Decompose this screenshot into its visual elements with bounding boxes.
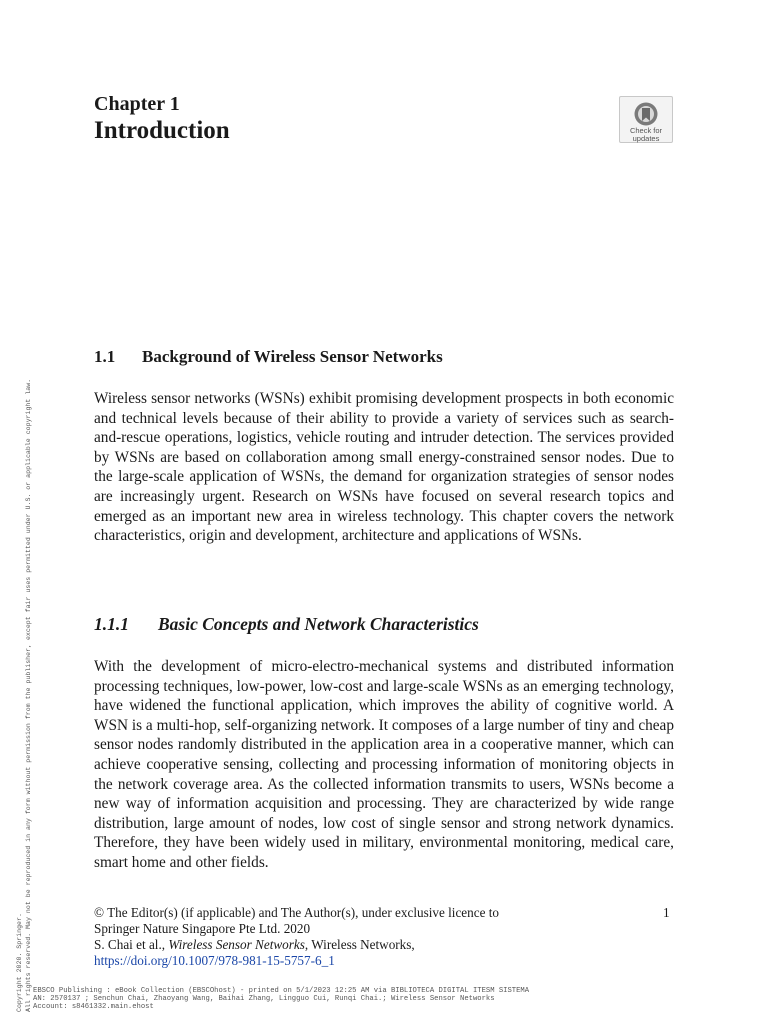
badge-label: Check for updates — [629, 126, 663, 143]
citation-suffix: , Wireless Networks, — [304, 937, 415, 952]
chapter-title: Introduction — [94, 117, 230, 144]
ebsco-print-notice — [33, 987, 529, 1011]
subsection-title: Basic Concepts and Network Characteristics — [158, 614, 479, 634]
footnote-publisher: Springer Nature Singapore Pte Ltd. 2020 — [94, 921, 311, 936]
subsection-paragraph: With the development of micro-electro-mechanical systems and distributed information processing techniques, low-power, low-cost and large-scale WSNs as an emerging technology, have widened the functional application, which improves the ability of cognitive world. A WSN is a multi-hop, self-organizing network. It composes of a large number of tiny and cheap sensor nodes randomly distributed in the application area in a cooperative manner, which can achieve cooperative sensing, collecting and processing information of monitoring objects in the network coverage area. As the collected information transmits to users, WSNs become a new way of information acquisition and processing. They are characterized by wide range distribution, large amount of nodes, low cost of single sensor and strong network dynamics. Therefore, they have been widely used in military, environmental monitoring, medical care, smart home and other fields. — [94, 658, 674, 871]
page-number: 1 — [663, 905, 670, 920]
ebsco-line-2: AN: 2570137 ; Senchun Chai, Zhaoyang Wang, Baihai Zhang, Lingguo Cui, Runqi Chai.; Wireless Sensor Networks — [33, 995, 495, 1003]
chapter-footnote — [94, 905, 654, 969]
doi-link[interactable]: https://doi.org/10.1007/978-981-15-5757-6_1 — [94, 953, 335, 968]
citation-book-title: Wireless Sensor Networks — [168, 937, 305, 952]
footnote-copyright: © The Editor(s) (if applicable) and The Author(s), under exclusive licence to — [94, 905, 500, 920]
check-for-updates-badge[interactable] — [619, 96, 673, 143]
side-notice-line-1: Copyright 2020. Springer. — [16, 913, 23, 1012]
section-paragraph: Wireless sensor networks (WSNs) exhibit promising development prospects in both economic and technical levels because of their ability to provide a variety of services such as search-and-rescue operations, logistics, vehicle routing and intruder detection. The services provided by WSNs are based on collaboration among small energy-constrained sensor nodes. Due to the large-scale application of WSNs, the demand for organization strategies of sensor nodes are increasingly urgent. Research on WSNs have focused on several research topics and emerged as an important new area in wireless technology. This chapter covers the network characteristics, origin and development, architecture and applications of WSNs. — [94, 390, 674, 545]
footnote-citation — [94, 937, 654, 953]
section-number: 1.1 — [94, 347, 116, 366]
chapter-label: Chapter 1 — [94, 93, 180, 115]
section-title: Background of Wireless Sensor Networks — [142, 347, 443, 366]
ebsco-line-1: EBSCO Publishing : eBook Collection (EBSCOhost) - printed on 5/1/2023 12:25 AM via BIBLIOTECA DIGITAL ITESM SISTEMA — [33, 987, 530, 995]
subsection-number: 1.1.1 — [94, 614, 129, 634]
side-notice-line-2: All rights reserved. May not be reproduced in any form without permission from the publisher, except fair uses permitted under U.S. or applicable copyright law. — [24, 378, 32, 1012]
bookmark-circle-icon — [632, 101, 660, 127]
citation-prefix: S. Chai et al., — [94, 937, 169, 952]
copyright-side-notice — [16, 379, 33, 1012]
ebsco-line-3: Account: s8461332.main.ehost — [33, 1003, 154, 1011]
